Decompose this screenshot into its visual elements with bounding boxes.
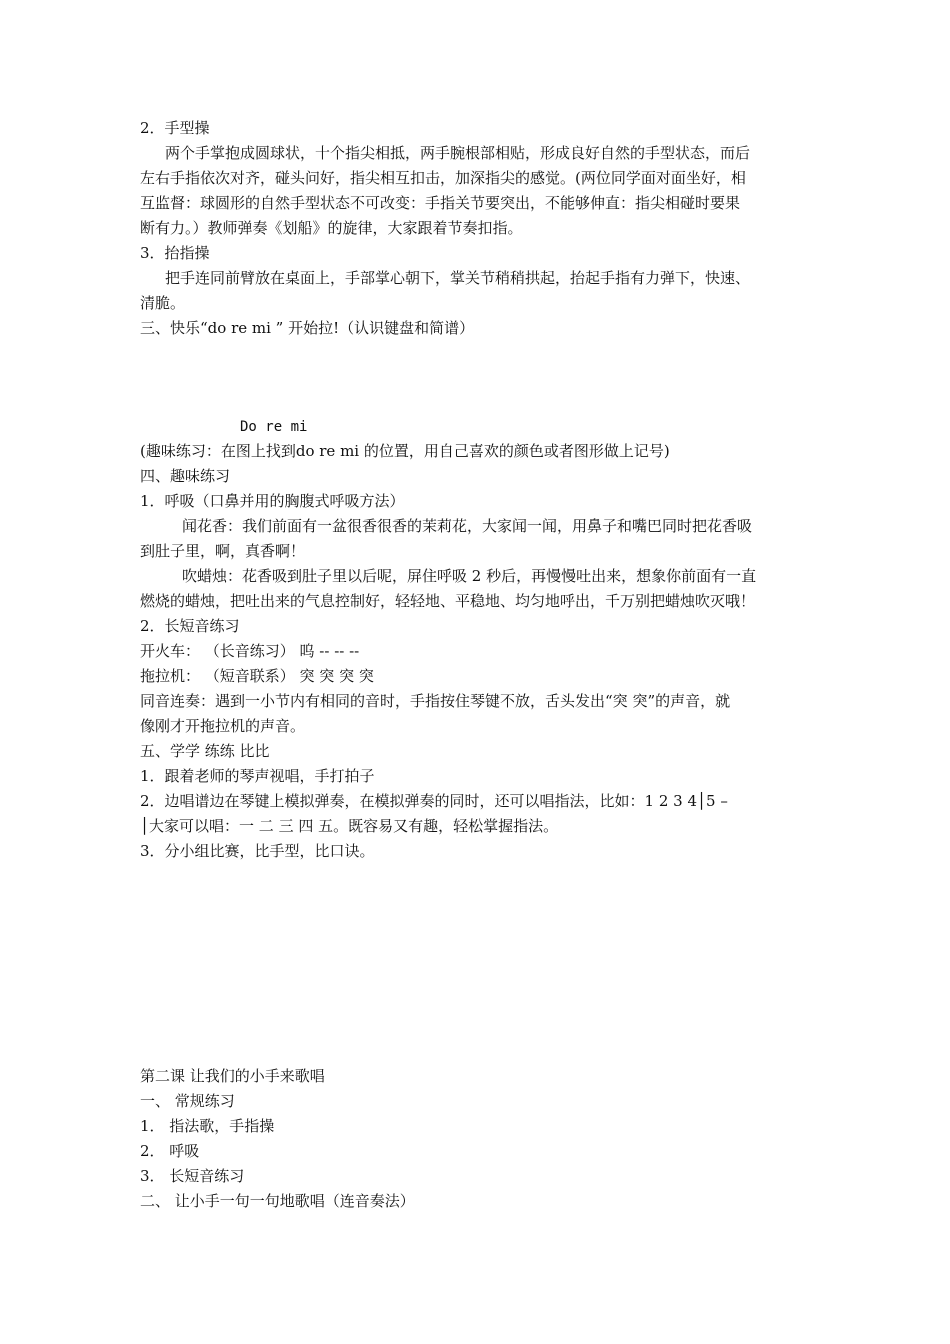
paragraph-line: 燃烧的蜡烛，把吐出来的气息控制好，轻轻地、平稳地、均匀地呼出，千万别把蜡烛吹灭哦！ <box>140 592 756 610</box>
paragraph-line: 同音连奏：遇到一小节内有相同的音时，手指按住琴键不放，舌头发出“突 突”的声音，就 <box>140 692 731 710</box>
section-five-heading: 五、学学 练练 比比 <box>140 742 270 760</box>
lesson-two-title: 第二课 让我们的小手来歌唱 <box>140 1067 325 1085</box>
paragraph-line: 左右手指依次对齐，碰头问好，指尖相互扣击，加深指尖的感觉。(两位同学面对面坐好，相 <box>140 169 746 187</box>
fun-exercise-note: (趣味练习：在图上找到do re mi 的位置，用自己喜欢的颜色或者图形做上记号) <box>140 442 670 460</box>
lesson-two-part-one: 一、 常规练习 <box>140 1092 235 1110</box>
paragraph-line: 到肚子里，啊，真香啊！ <box>140 542 306 560</box>
list-item-continuation: │大家可以唱：一 二 三 四 五。既容易又有趣，轻松掌握指法。 <box>140 817 559 835</box>
paragraph-line: 闻花香：我们前面有一盆很香很香的茉莉花，大家闻一闻，用鼻子和嘴巴同时把花香吸 <box>182 517 753 535</box>
list-item: 2． 呼吸 <box>140 1142 200 1160</box>
paragraph-line: 两个手掌抱成圆球状，十个指尖相抵，两手腕根部相贴，形成良好自然的手型状态，而后 <box>165 144 751 162</box>
long-short-heading: 2．长短音练习 <box>140 617 240 635</box>
lift-finger-heading: 3．抬指操 <box>140 244 210 262</box>
paragraph-line: 断有力。）教师弹奏《划船》的旋律，大家跟着节奏扣指。 <box>140 219 523 237</box>
list-item: 3． 长短音练习 <box>140 1167 245 1185</box>
paragraph-line: 互监督：球圆形的自然手型状态不可改变：手指关节要突出，不能够伸直：指尖相碰时要果 <box>140 194 741 212</box>
list-item: 3．分小组比赛，比手型，比口诀。 <box>140 842 375 860</box>
breath-heading: 1．呼吸（口鼻并用的胸腹式呼吸方法） <box>140 492 405 510</box>
list-item: 1． 指法歌，手指操 <box>140 1117 275 1135</box>
paragraph-line: 吹蜡烛：花香吸到肚子里以后呢，屏住呼吸 2 秒后，再慢慢吐出来，想象你前面有一直 <box>182 567 757 585</box>
section-four-heading: 四、趣味练习 <box>140 467 231 485</box>
lesson-two-part-two: 二、 让小手一句一句地歌唱（连音奏法） <box>140 1192 415 1210</box>
do-re-mi-label: Do re mi <box>240 419 308 435</box>
list-item: 1．跟着老师的琴声视唱，手打拍子 <box>140 767 375 785</box>
train-line: 开火车： （长音练习） 呜 -- -- -- <box>140 642 360 660</box>
section-three-heading: 三、快乐“do re mi ” 开始拉!（认识键盘和简谱） <box>140 319 475 337</box>
paragraph-line: 像刚才开拖拉机的声音。 <box>140 717 306 735</box>
paragraph-line: 清脆。 <box>140 294 186 312</box>
tractor-line: 拖拉机： （短音联系） 突 突 突 突 <box>140 667 374 685</box>
list-item: 2．边唱谱边在琴键上模拟弹奏，在模拟弹奏的同时，还可以唱指法，比如：1 2 3 4│5 – <box>140 792 728 810</box>
paragraph-line: 把手连同前臂放在桌面上，手部掌心朝下，掌关节稍稍拱起，抬起手指有力弹下，快速、 <box>165 269 751 287</box>
hand-shape-heading: 2．手型操 <box>140 119 210 137</box>
